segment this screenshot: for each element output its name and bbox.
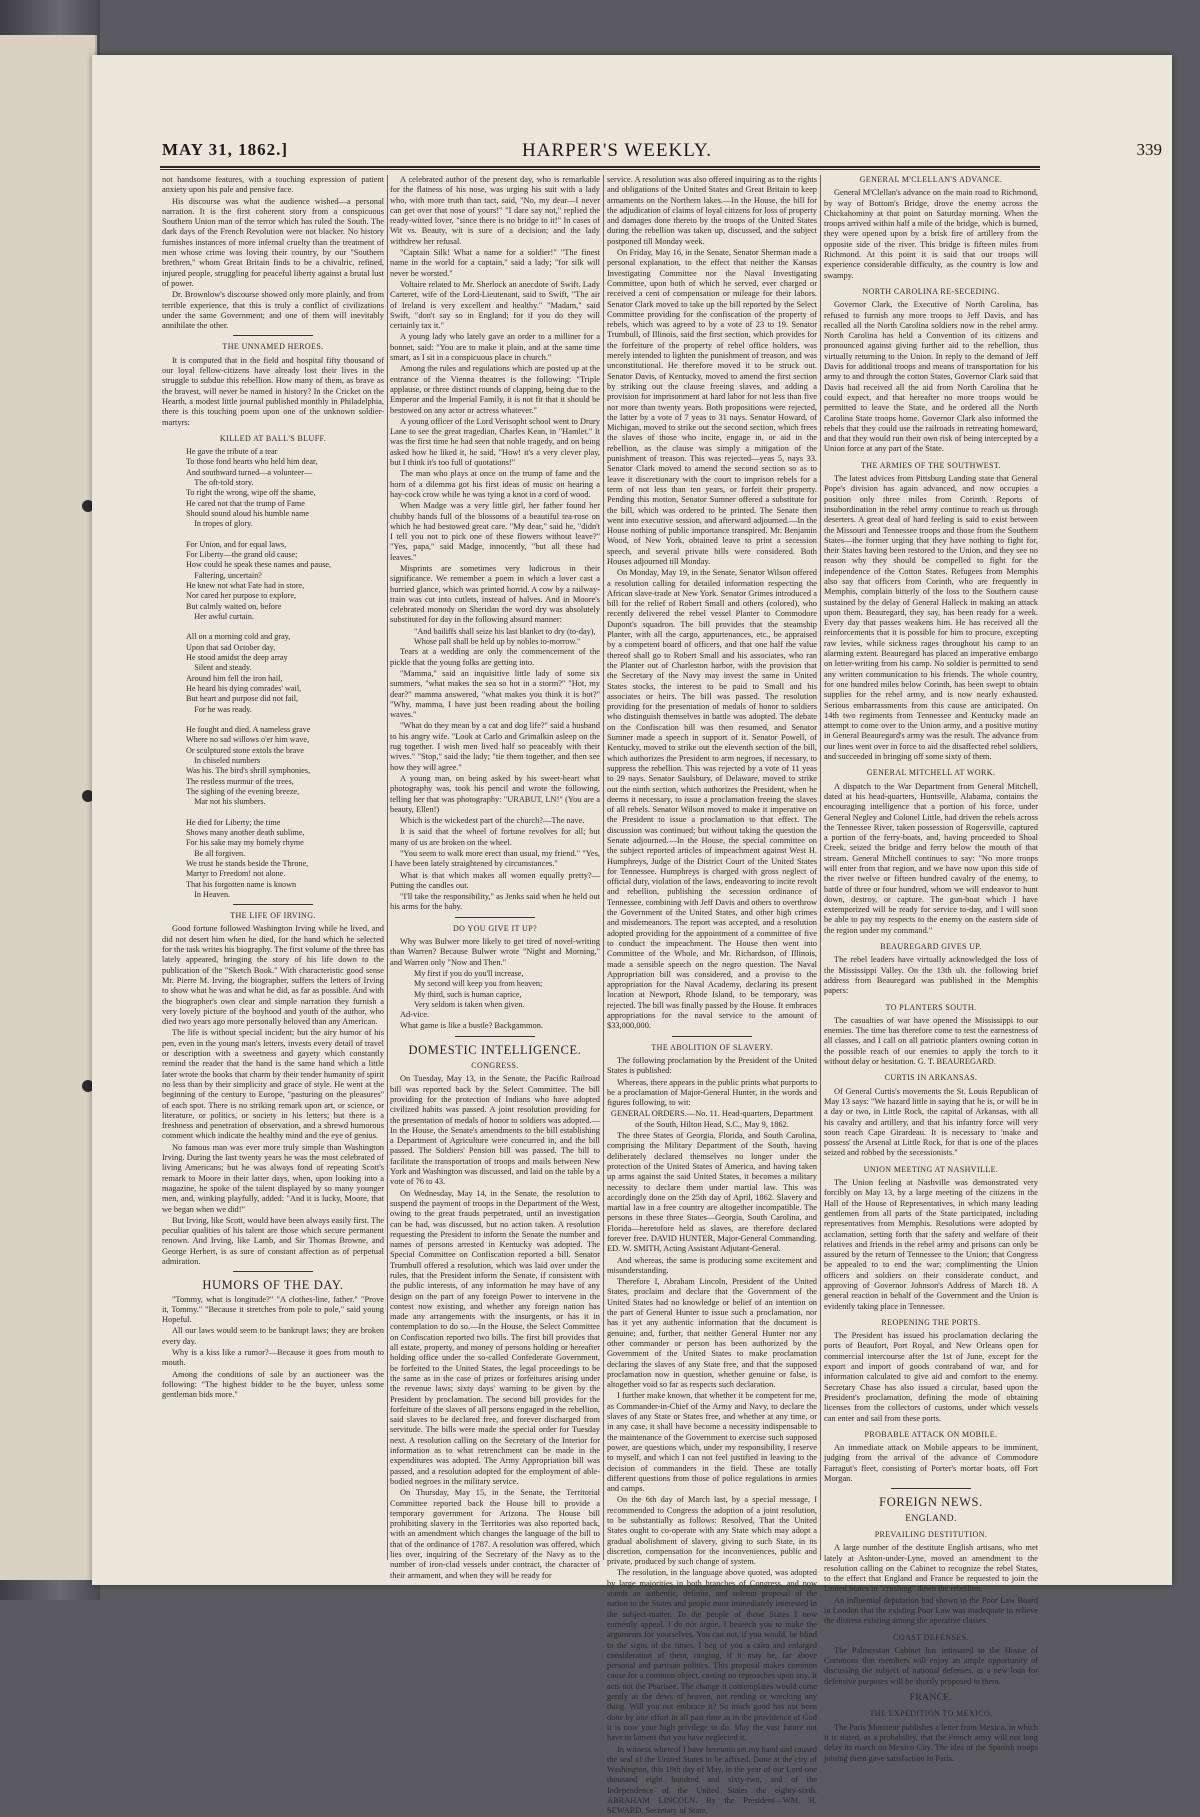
section-heading: HUMORS OF THE DAY. [202,1278,344,1293]
page-number: 339 [1136,140,1162,159]
separator [233,904,313,905]
column-divider [387,175,388,1560]
paragraph: Misprints are sometimes very ludicrous in their significance. We remember a poem in which a lover cast a hurried glance, which was printed horrid. A cow by a railway-train was cut into cutlets, instead of halves. And in Moore's celebrated monody on Sheridan the word dry was absolutely substituted for day in the following absurd manner: [390,563,600,625]
separator [455,917,535,918]
riddle-verse: My first if you do you'll increase, My second will keep you from heaven; My third, such is human caprice, Very seldom is taken when given. [414,968,543,1009]
column-2 [390,175,600,1580]
paragraph: Among the rules and regulations which are posted up at the entrance of the Vienna theatres is the following: "Triple applause, or three distinct rounds of clapping, being due to the Emperor and the Imperial Family, it is not fit that it should be bestowed on any actor or actress whatever." [390,364,600,415]
separator [891,1488,971,1489]
column-divider [820,175,821,1560]
paragraph: All our laws would seem to be bankrupt laws; they are broken every day. [162,1326,384,1346]
section-heading: THE ARMIES OF THE SOUTHWEST. [860,460,1002,470]
subsection-heading: COAST DEFENSES. [893,1632,969,1642]
paragraph: And whereas, the same is producing some excitement and misunderstanding. [607,1255,817,1275]
section-heading: UNION MEETING AT NASHVILLE. [863,1164,999,1174]
subsection-heading: THE EXPEDITION TO MEXICO. [869,1709,993,1719]
paragraph: I further make known, that whether it be competent for me, as Commander-in-Chief of the Army and Navy, to declare the slaves of any State or States free, and whether at any time, or in any case, it shall have become a necessity indispensable to the maintenance of the Government to exercise such supposed power, are questions which, under my responsibility, I reserve to myself, and which I can not feel justified in leaving to the decision of commanders in the field. These are totally different questions from those of police regulations in armies and camps. [607,1391,817,1494]
paragraph: On Tuesday, May 13, in the Senate, the Pacific Railroad bill was reported back by the Select Committee. The bill providing for the protection of Indians who have adopted civilized habits was passed. A joint resolution providing for the presentation of medals of honor to soldiers was adopted.—In the House, the Senate's amendments to the bill establishing a Department of Agriculture were concurred in, and the bill passed. The Soldiers' Pension bill was passed. The bill to facilitate the transportation of troops and mails between New York and Washington was discussed, and laid on the table by a vote of 76 to 43. [390,1074,600,1187]
masthead-rule-thin [160,169,1040,170]
paragraph: A young man, on being asked by his sweet-heart what photography was, took his pencil and wrote the following, telling her that was photography: "URABUT, LN!" (You are a beauty, Ellen!) [390,773,600,814]
poem: He gave the tribute of a tear To those fond hearts who held him dear, And southward turned—a volunteer— The oft-told story. To right the wrong, wipe off the shame, He cared not that the trump of Fame Should sound aloud his humble name In tropes of glory. For Union, and for equal laws, For Liberty—the grand old cause; How could he speak these names and pause, Faltering, uncertain? He knew not what Fate had in store, Nor cared her purpose to explore, But calmly waited on, before Her awful curtain. All on a morning cold and gray, Upon that sad October day, He stood amidst the deep array Silent and steady. Around him fell the iron hail, He heard his dying comrades' wail, But heart and purpose did not fail, For he was ready. He fought and died. A nameless grave Where no sad willows o'er him wave, Or sculptured stone extols the brave In chiseled numbers Was his. The bird's shrill symphonies, The restless murmur of the trees, The sighing of the evening breeze, Mar not his slumbers. He died for Liberty; the time Shows many another death sublime, For his sake may my homely rhyme Be all forgiven. We trust he stands beside the Throne, Martyr to Freedom! not alone. That his forgotten name is known In Heaven. [186,447,332,899]
paragraph: A large number of the destitute English artisans, who met lately at Ashton-under-Lyne, moved an amendment to the resolution calling on the Cabinet to recognize the rebel States, to the effect that England and France be requested to join the United States in "crushing" down the rebellion. [824,1543,1038,1594]
paragraph: A young lady who lately gave an order to a milliner for a bonnet, said: "You are to make it plain, and at the same time smart, as I sit in a conspicuous place in church." [390,332,600,363]
separator [672,1036,752,1037]
paragraph: Ad-vice. [400,1010,430,1020]
section-heading: NORTH CAROLINA RE-SECEDING. [862,286,1000,296]
paragraph: A celebrated author of the present day, who is remarkable for the flatness of his nose, was urging his suit with a lady who, with more truth than tact, said, "No, my dear—I never can get over that nose of yours!" "I dare say not," replied the ready-witted lover, "since there is no bridge to it!" In cases of Wit vs. Beauty, wit is sure of a decision; and the lady withdrew her refusal. [390,175,600,246]
paragraph: But Irving, like Scott, would have been always easily first. The peculiar qualities of his talent are those which secure permanent renown. And Irving, like Lamb, and Sir Thomas Browne, and George Herbert, is as sure of constant affection as of perpetual admiration. [162,1215,384,1266]
publication-title: HARPER'S WEEKLY. [522,140,712,161]
paragraph: General M'Clellan's advance on the main road to Richmond, by way of Bottom's Bridge, drove the enemy across the Chickahominy at that point on Saturday morning. When the troops arrived within half a mile of the bridge, which is burned, they were opened upon by a brisk fire of artillery from the opposite side of the river. This bridge is fifteen miles from Richmond. At this point it is said that our troops will experience considerable difficulty, as the country is low and swampy. [824,188,1038,280]
column-3 [607,175,818,1816]
section-heading: GENERAL M'CLELLAN'S ADVANCE. [859,175,1003,184]
masthead-rule [160,166,1040,168]
subsection-heading: PREVAILING DESTITUTION. [874,1529,988,1539]
paragraph: Why is a kiss like a rumor?—Because it goes from mouth to mouth. [162,1348,384,1368]
section-heading: FOREIGN NEWS. [879,1495,983,1510]
paragraph: A dispatch to the War Department from General Mitchell, dated at his head-quarters, Huntsville, Alabama, contains the encouraging intelligence that a portion of his force, under General Negley and Colonel Little, had driven the rebels across the Tennessee River, taken possession of Rogersville, captured a portion of the ferry-boats, and, having proceeded to Shoal Creek, seized the bridge and ferry below the mouth of that stream. General Mitchell continues to say: "No more troops will enter from that region, and we have now upon this side of the river twelve or fifteen hundred cavalry of the enemy, to battle of three or four hundred, whom we will endeavor to hunt down, destroy, or capture. The gun-boat which I have extemporized will be ready for service to-day, and I will soon be able to pay my respects to the enemy on the eastern side of the region under my command." [824,781,1038,935]
section-heading: DOMESTIC INTELLIGENCE. [408,1042,582,1057]
column-4 [824,175,1038,1763]
paragraph: The rebel leaders have virtually acknowledged the loss of the Mississippi Valley. On the 13th ult. the following brief address from Beauregard was published in the Memphis papers: [824,955,1038,996]
section-heading: PROBABLE ATTACK ON MOBILE. [864,1429,998,1439]
adjacent-page [0,35,97,1580]
paragraph: Voltaire related to Mr. Sherlock an anecdote of Swift. Lady Carteret, wife of the Lord-Lieutenant, said to Swift, "The air of Ireland is very excellent and healthy." "Madam," said Swift, "don't say so in England; for if you do they will certainly tax it." [390,279,600,331]
paragraph: The Union feeling at Nashville was demonstrated very forcibly on May 13, by a large meeting of the citizens in the Hall of the House of Representatives, in which many leading gentlemen from all parts of the State participated, including representatives from Memphis. Resolutions were adopted by acclamation, setting forth that the safety and welfare of their relatives and friends in the rebel army and prisons can only be assured by the return of Tennessee to the Union; that Congress be appealed to to end the war; complimenting the Union officers and soldiers on their considerate conduct, and approving of Governor Johnson's Address of March 18. A general reaction in behalf of the Government and the Union is evidently taking place in Tennessee. [824,1178,1038,1311]
paragraph: "Captain Silk! What a name for a soldier!" "The finest name in the world for a captain," said a lady; "for silk will never be worsted." [390,248,600,278]
subsection-heading: CONGRESS. [471,1061,519,1071]
paragraph: Dr. Brownlow's discourse showed only more plainly, and from terrible experience, that this is truly a conflict of civilizations under the same Government; and one of them will inevitably annihilate the other. [162,290,384,331]
paragraph: The casualties of war have opened the Mississippi to our enemies. The time has therefore come to test the earnestness of all classes, and I call on all patriotic planters owning cotton in the possible reach of our enemies to apply the torch to it without delay or hesitation. G. T. BEAUREGARD. [824,1015,1038,1067]
paragraph: On Monday, May 19, in the Senate, Senator Wilson offered a resolution calling for detailed information respecting the African slave-trade at New York. Senator Grimes introduced a bill for the relief of Robert Small and others (colored), who recently delivered the rebel vessel Planter to Commodore Dupont's squadron. The bill provides that the steamship Planter, with all the cargo, appurtenances, etc., be appraised by a competent board of officers, and that one half the value thereof shall go to Robert Small and his associates, who ran the Planter out of Charleston harbor, with the provision that the Secretary of the Navy may invest the same in United States stocks, the interest to be paid to Small and his associates or heirs. The bill was passed. The resolution providing for the presentation of medals of honor to soldiers who distinguish themselves in battle was adopted. The debate on the Confiscation bill was then resumed, and Senator Sumner made a speech in support of it. Senator Powell, of Kentucky, moved to strike out the eleventh section of the bill, which authorizes the President to arm negroes, if necessary, to suppress the rebellion. This was rejected by a vote of 11 yeas to 29 nays. Senator Saulsbury, of Delaware, moved to strike out the ninth section, which authorizes the President, when he deems it necessary, to issue a proclamation freeing the slaves of all rebels. Senator Wilson moved to make it imperative on the President to issue a proclamation to that effect. The discussion was continued; but without taking the question the Senate adjourned.—In the House, the special committee on the subject reported articles of impeachment against West H. Humphreys, Judge of the District Court of the United States for Tennessee. Humphreys is charged with gross neglect of official duty, violation of the laws, endeavoring to incite revolt and rebellion, publishing the secession ordinance of Tennessee, combining with Jeff Davis and others to overthrow the Government of the United States, and other high crimes and misdemeanors. The report was accepted, and a resolution adopted providing for the appointment of a committee of five to conduct the impeachment. The House then went into Committee of the Whole, and Mr. Richardson, of Illinois, made a sensible speech on the negro question. The Naval Appropriation bill was considered, and a proviso to the appropriation for the Naval Academy, declaring its present location at Newport, Rhode Island, to be temporary, was rejected. The bill was finally passed by the House. It embraces appropriations for the naval service to the amount of $33,000,000. [607,568,817,1031]
section-heading: DO YOU GIVE IT UP? [452,923,538,933]
paragraph: No famous man was ever more truly simple than Washington Irving. During the last twenty years he was the most celebrated of living Americans; but he was always fond of repeating Scott's remark to Moore in their latter days, when, upon looking into a magazine, he spoke of the talent displayed by so many younger men, and, winking playfully, added: "And it is lucky, Moore, that we began when we did!" [162,1142,384,1214]
paragraph: Of General Curtis's movements the St. Louis Republican of May 13 says: "We hazard little in saying that he is, or will be in a day or two, in Little Rock, the capital of Arkansas, with all his cavalry and artillery, and that his infantry force will very soon reach Cape Girardeau. It is necessary to 'make and possess' the Arsenal at Little Rock, for that is one of the places seized and robbed by the secessionists." [824,1086,1038,1158]
paragraph: Which is the wickedest part of the church?—The nave. [400,816,585,826]
poem-title: KILLED AT BALL'S BLUFF. [219,433,327,443]
paragraph: Good fortune followed Washington Irving while he lived, and did not desert him when he died, for the hand which he selected for the task writes his biography. The first volume of the three has lately appeared, bringing the story of his life down to the publication of the "Sketch Book." With characteristic good sense Mr. Pierre M. Irving, the biographer, suffers the letters of Irving to show what he was and what he did, as far as possible. And with the biographer's own clear and simple narration they furnish a very lovely picture of the boyhood and youth of the author, who died two years ago more personally beloved than any American. [162,924,384,1027]
paragraph: What game is like a bustle? Backgammon. [400,1021,544,1031]
paragraph: "Tommy, what is longitude?" "A clothes-line, father." "Prove it, Tommy." "Because it stretches from pole to pole," said young Hopeful. [162,1294,384,1325]
paragraph: The three States of Georgia, Florida, and South Carolina, comprising the Military Department of the South, having deliberately declared themselves no longer under the protection of the United States of America, and having taken up arms against the said United States, it becomes a military necessity to declare them under martial law. This was accordingly done on the 25th day of April, 1862. Slavery and martial law in a free country are altogether incompatible. The persons in these three States—Georgia, South Carolina, and Florida—heretofore held as slaves, are therefore declared forever free. DAVID HUNTER, Major-General Commanding. ED. W. SMITH, Acting Assistant Adjutant-General. [607,1131,817,1254]
paragraph: What is that which makes all women equally pretty?—Putting the candles out. [390,870,600,890]
paragraph: An influential deputation had shown to the Poor Law Board in London that the existing Poor Law was inadequate to relieve the distress existing among the operative classes. [824,1595,1038,1626]
paragraph: The Paris Moniteur publishes a letter from Mexico, in which it is stated, as a probability, that the French army will not long delay its march on Mexico City. The idea of the Spanish troops joining them gave satisfaction in Paris. [824,1722,1038,1763]
paragraph: Therefore I, Abraham Lincoln, President of the United States, proclaim and declare that the Government of the United States had no knowledge or belief of an intention on the part of General Hunter to issue such a proclamation, nor has it yet any authentic information that the document is genuine; and, further, that neither General Hunter nor any other commander or person has been authorized by the Government of the United States to make proclamation declaring the slaves of any State free, and that the supposed proclamation now in question, whether genuine or false, is altogether void so far as respects such declaration. [607,1277,817,1390]
paragraph: The latest advices from Pittsburg Landing state that General Pope's division has again advanced, and now occupies a position only three miles from Corinth. Reports of insubordination in the rebel army continue to reach us through deserters. A great deal of hard feeling is said to exist between the Missouri and Tennessee troops and those from the Southern States—the former urging that they have nothing to fight for, their States having been restored to the Union, and they see no reason why they should be compelled to fight for the independence of the Cotton States. Refugees from Memphis also say that officers from Corinth, who are frequently in Memphis, complain bitterly of the loss to the Southern cause sustained by the delay of General Halleck in making an attack upon them. Beauregard, they say, has been ready for a week. Every day that passes weakens him. He has received all the reinforcements that it is possible for him to procure, excepting raw levies, while sickness rages throughout his camp to an alarming extent. Beauregard has placed an imperative embargo on letter-writing from his camp. No soldier is permitted to send any written communication to his friends. The whole country, for one hundred miles below Corinth, has been swept to obtain supplies for the rebel army, and is now nearly exhausted. Serious embarrassments from this cause are anticipated. On 14th two regiments from Tennessee and Kentucky made an attempt to come over to the Union army, and a positive mutiny in General Beauregard's army was the result. The advance from our lines went over in force to aid the disaffected rebel soldiers, and succeeded in bringing off some sixty of them. [824,474,1038,762]
paragraph: "Mamma," said an inquisitive little lady of some six summers, "what makes the sea so hot in a storm?" "Hot, my dear?" mamma answered, "what makes you think it is hot?" "Why, mamma, I have just been reading about the boiling waves." [390,668,600,720]
paragraph: The President has issued his proclamation declaring the ports of Beaufort, Port Royal, and New Orleans open for commercial intercourse after the 1st of June, except for the export and import of goods contraband of war, and for information calculated to give aid and comfort to the enemy. Secretary Chase has also issued a circular, based upon the President's proclamation, defining the mode of obtaining licenses from the collectors of customs, under which vessels can enter and sail from these ports. [824,1331,1038,1423]
separator [455,1036,535,1037]
column-divider [603,175,604,1560]
paragraph: "You seem to walk more erect than usual, my friend." "Yes, I have been lately straightened by circumstances." [390,849,600,869]
quotation: "And bailiffs shall seize his last blanket to dry (to-day), Whose pall shall be held up by nobles to-morrow." [414,626,596,647]
paragraph: His discourse was what the audience wished—a personal narration. It is the first coherent story from a conspicuous Southern Union man of the terror which has ruled the South. The dark days of the French Revolution were not blacker. No history furnishes instances of more infernal cruelty than the treatment of men whose crime was loving their country, by our "Southern brethren," whom Great Britain finds to be a chivalric, refined, injured people, struggling for peaceful liberty against a brutal lust of power. [162,196,384,288]
paragraph: An immediate attack on Mobile appears to be imminent, judging from the arrival of the advance of Commodore Farragut's fleet, consisting of Porter's mortar boats, off Fort Morgan. [824,1443,1038,1484]
paragraph: Whereas, there appears in the public prints what purports to be a proclamation of Major-General Hunter, in the words and figures following, to wit: [607,1077,818,1108]
column-1 [162,175,384,1570]
paragraph: not handsome features, with a touching expression of patient anxiety upon his pale and pensive face. [162,175,384,195]
paragraph: It is computed that in the field and hospital fifty thousand of our loyal fellow-citizens have already lost their lives in the struggle to subdue this rebellion. How many of them, as brave as the bravest, will never be named in history? In the Cricket on the Hearth, a modest little journal published monthly in Philadelphia, there is this touching poem upon one of the unknown soldier-martyrs: [162,355,384,427]
subsection-heading: ENGLAND. [905,1513,957,1524]
paragraph: Among the conditions of sale by an auctioneer was the following: "The highest bidder to be the buyer, unless some gentleman bids more." [162,1369,384,1400]
paragraph: On the 6th day of March last, by a special message, I recommended to Congress the adoption of a joint resolution, to be substantially as follows: Resolved, That the United States ought to co-operate with any State which may adopt a gradual abolishment of slavery, giving to such State, in its discretion, compensation for the inconveniences, public and private, produced by such change of system. [607,1495,817,1567]
section-heading: THE LIFE OF IRVING. [230,911,316,921]
section-heading: GENERAL MITCHELL AT WORK. [866,768,996,778]
paragraph: A young officer of the Lord Verisopht school went to Drury Lane to see the great tragedian, Charles Kean, in "Hamlet." It was the first time he had seen that noble tragedy, and on being asked how he liked it, he said, "How! it's a very clever play, but I think it's too full of quotations!" [390,416,600,468]
paragraph: service. A resolution was also offered inquiring as to the rights and obligations of the United States and Great Britain to keep armaments on the Northern lakes.—In the House, the bill for the adjudication of claims of loyal citizens for loss of property and damages done thereto by the troops of the United States during the rebellion was taken up, discussed, and the subject postponed till Monday week. [607,175,817,246]
section-heading: THE UNNAMED HEROES. [222,342,324,352]
section-heading: REOPENING THE PORTS. [881,1317,981,1327]
section-heading: CURTIS IN ARKANSAS. [884,1073,978,1083]
subsection-heading: TO PLANTERS SOUTH. [885,1002,977,1012]
paragraph: The resolution, in the language above quoted, was adopted by large majorities in both branches of Congress, and now stands an authentic, definite, and solemn proposal of the nation to the States and people most immediately interested in the subject-matter. To the people of those States I now earnestly appeal. I do not argue. I beseech you to make the arguments for yourselves. You can not, if you would, be blind to the signs of the times. I beg of you a calm and enlarged consideration of them, ranging, if it may be, far above personal and partisan politics. This proposal makes common cause for a common object, casting no reproaches upon any. It acts not the Pharisee. The change it contemplates would come gently as the dews of heaven, not rending or wrecking any thing. Will you not embrace it? So much good has not been done by one effort in all past time as in the providence of God it is now your high privilege to do. May the vast future not have to lament that you have neglected it. [607,1568,817,1743]
issue-date: MAY 31, 1862.] [162,140,289,159]
paragraph: Why was Bulwer more likely to get tired of novel-writing than Warren? Because Bulwer wrote "Night and Morning," and Warren only "Now and Then." [390,937,600,967]
paragraph: The man who plays at once on the trump of fame and the horn of a dilemma got his first ideas of music on hearing a hay-cock crow while he was tying a knot in a cord of wood. [390,469,600,499]
paragraph: The life is without special incident; but the airy humor of his pen, even in the young man's letters, invests every detail of travel or description with a sweetness and gayety which constantly remind the reader that the hand is the same hand which a little later wrote the books that charm by their tender humanity of spirit no less than by their simplicity and grace of style. He went at the beginning of the century to Europe, "pasturing on the pleasures" of each spot. There is no striking remark upon art, or science, or literature, or politics, or society in his letters; but there is a freshness and penetration of observation, and a shrewd humorous comment which indicate the healthy mind and the eye of genius. [162,1028,384,1141]
paragraph: When Madge was a very little girl, her father found her chubby hands full of the blossoms of a beautiful tea-rose on which he had bestowed great care. "My dear," said he, "didn't I tell you not to pick one of these flowers without leave?" "Yes, papa," said Madge, innocently, "but all these had leaves." [390,501,600,562]
paragraph: In witness whereof I have hereunto set my hand and caused the seal of the United States to be affixed. Done at the city of Washington, this 19th day of May, in the year of our Lord one thousand eight hundred and sixty-two, and of the Independence of the United States the eighty-sixth. ABRAHAM LINCOLN. By the President—WM. H. SEWARD, Secretary of State. [607,1744,817,1816]
separator [233,335,313,336]
section-heading: BEAUREGARD GIVES UP. [880,942,982,952]
paragraph: "I'll take the responsibility," as Jenks said when he held out his arms for the baby. [390,892,600,912]
paragraph: On Wednesday, May 14, in the Senate, the resolution to suspend the payment of troops in the Department of the West, owing to the great frauds perpetrated, until an investigation can be had, was discussed, but no action taken. A resolution requesting the President to inform the Senate the number and names of persons arrested in Kentucky was adopted. The Special Committee on Confiscation reported a bill. Senator Trumbull offered a resolution, which was laid over under the rules, that the President inform the Senate, if consistent with the public interests, of any information he may have of any design on the part of any foreign Power to intervene in the contest now existing, and whether any foreign nation has made any arrangements with the insurgents, or has it in contemplation to do so.—In the House, the Select Committee on Confiscation reported two bills. The first bill provides that all estate, property, and money of persons holding or hereafter holding office under the so-called Confederate Government, be forfeited to the United States, the legal proceedings to be the same as in the case of prizes or forfeitures arising under the revenue laws; sixty days' warning to be given by the President by proclamation. The second bill provides for the forfeiture of the slaves of all persons engaged in the rebellion, said slaves to be declared free, and forever discharged from servitude. The bills were made the special order for Tuesday next. A resolution calling on the Secretary of the Interior for information as to what retrenchment can be made in the expenditures was adopted. The Army Appropriation bill was passed, and a resolution adopted for the employment of able-bodied negroes in the military service. [390,1188,600,1486]
paragraph: "What do they mean by a cat and dog life?" said a husband to his angry wife. "Look at Carlo and Grimalkin asleep on the rug together. I wish men lived half so peaceably with their wives." "Stop," said the lady; "tie them together, and then see how they will agree." [390,721,600,772]
separator [233,1271,313,1272]
paragraph: The following proclamation by the President of the United States is published: [607,1055,817,1076]
paragraph: It is said that the wheel of fortune revolves for all; but many of us are broken on the wheel. [390,827,600,847]
section-heading: THE ABOLITION OF SLAVERY. [651,1042,773,1052]
paragraph: Tears at a wedding are only the commencement of the pickle that the young folks are getting into. [390,647,600,667]
paragraph: On Friday, May 16, in the Senate, Senator Sherman made a personal explanation, to the effect that neither the Kansas Investigating Committee nor the Naval Investigating Committee, upon both of which he served, ever charged or received a cent of compensation or mileage for their labors. Senator Clark moved to take up the bill reported by the Select Committee providing for the confiscation of the property of rebels, which was agreed to by a vote of 23 to 19. Senator Trumbull, of Illinois, said the first section, which provides for the forfeiture of the property of rebel office holders, was merely intended to lighten the punishment of treason, and was unconstitutional. He therefore moved it to be struck out. Senator Davis, of Kentucky, moved to amend the first section by striking out the clause freeing slaves, and adding a provision for imprisonment at hard labor for not less than five nor more than twenty years. Both propositions were rejected, the latter by a vote of 7 yeas to 31 nays. Senator Howard, of Michigan, moved to strike out the second section, which frees the slaves of those who incite, engage in, or aid in the rebellion, as the clause was simply a mitigation of the punishment of treason. This was rejected—yeas 5, nays 33. Senator Clark moved to amend the second section so as to leave it discretionary with the court to imprison rebels for a term of not less than ten years, or forfeit their property. Pending this motion, Senator Sumner offered a substitute for the bill, which was ordered to be printed. The Senate then went into executive session, and afterward adjourned.—In the House nothing of public importance transpired. Mr. Benjamin Wood, of New York, obtained leave to print a secession speech, and several private bills were considered. Both Houses adjourned till Monday. [607,248,817,566]
paragraph: On Thursday, May 15, in the Senate, the Territorial Committee reported back the House bill to provide a temporary government for Arizona. The House bill prohibiting slavery in the Territories was also reported back, with an amendment which changes the language of the bill to that of the ordinance of 1787. A resolution was offered, which lies over, inquiring of the Secretary of the Navy as to the number of iron-clad vessels under contract, the character of their armament, and when they will be ready for [390,1488,600,1580]
paragraph: The Palmerston Cabinet has intimated to the House of Commons that members will enjoy an ample opportunity of discussing the subject of national defenses, as a new loan for defensive purposes will be shortly proposed to them. [824,1645,1038,1686]
paragraph: GENERAL ORDERS.—No. 11. Head-quarters, Department of the South, Hilton Head, S.C., May 9, 1862. [610,1109,814,1129]
paragraph: Governor Clark, the Executive of North Carolina, has refused to furnish any more troops to Jeff Davis, and has recalled all the North Carolina soldiers now in the rebel army. North Carolina has held a Convention of its citizens and pronounced against giving further aid to the rebellion, thus virtually returning to the Union. In reply to the demand of Jeff Davis for additional troops and means of transportation for his army to and through the cotton States, Governor Clark said that Davis had received all the aid from North Carolina that he could expect, and that hereafter no more troops would be permitted to leave the State, and he ordered all the North Carolina State troops home. Governor Clark also informed the rebels that they could use the railroads in retreating homeward, and that they would run their own risk of being intercepted by a Union force at any part of the State. [824,300,1038,454]
subsection-heading: FRANCE. [909,1693,953,1704]
